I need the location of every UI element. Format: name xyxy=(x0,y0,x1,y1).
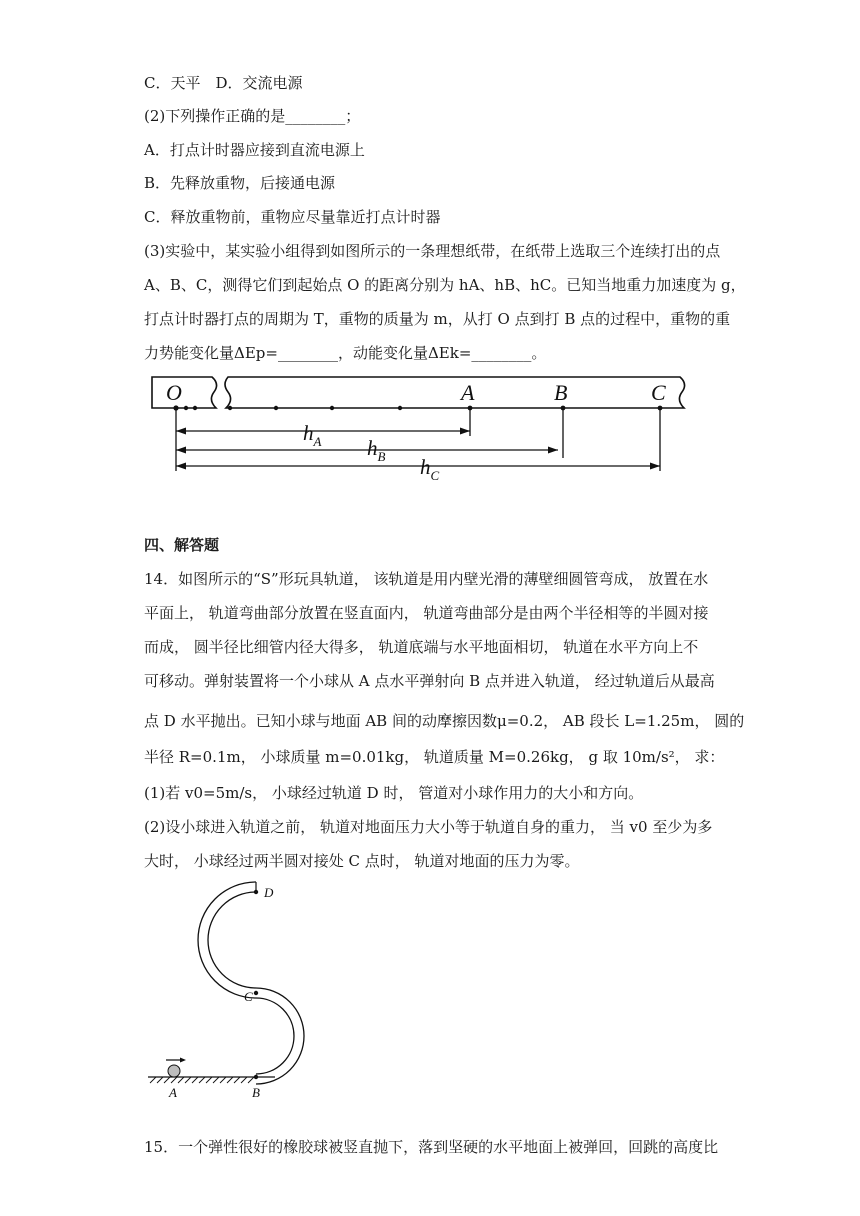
label-A: A xyxy=(169,1085,177,1100)
option-b: B．先释放重物，后接通电源 xyxy=(144,174,336,192)
question-3-line-1: (3)实验中，某实验小组得到如图所示的一条理想纸带，在纸带上选取三个连续打出的点 xyxy=(144,242,721,260)
problem-14-line-5: 点 D 水平抛出。已知小球与地面 AB 间的动摩擦因数μ=0.2， AB 段长 L=1.25m， 圆的 xyxy=(144,712,745,730)
ball xyxy=(168,1065,180,1077)
problem-14-line-3: 而成， 圆半径比细管内径大得多， 轨道底端与水平地面相切， 轨道在水平方向上不 xyxy=(144,638,699,656)
dot xyxy=(184,406,188,410)
section-heading: 四、解答题 xyxy=(144,536,220,554)
s-track-figure xyxy=(140,878,340,1100)
dot xyxy=(398,406,402,410)
paper-tape-figure xyxy=(140,370,700,485)
dot xyxy=(228,406,232,410)
label-hC: $h_C$ xyxy=(420,455,440,483)
point-D xyxy=(254,890,258,894)
problem-14-line-2: 平面上， 轨道弯曲部分放置在竖直面内， 轨道弯曲部分是由两个半径相等的半圆对接 xyxy=(144,604,709,622)
problem-14-part-2-line-1: (2)设小球进入轨道之前， 轨道对地面压力大小等于轨道自身的重力， 当 v0 至少为多 xyxy=(144,818,713,836)
track-lower-outer xyxy=(256,988,304,1084)
label-B: B xyxy=(554,380,568,405)
label-B: B xyxy=(252,1085,260,1100)
question-3-line-2: A、B、C，测得它们到起始点 O 的距离分别为 hA、hB、hC。已知当地重力加速度为 g， xyxy=(144,276,746,294)
problem-14-line-6: 半径 R=0.1m， 小球质量 m=0.01kg， 轨道质量 M=0.26kg， g 取 10m/s²， 求： xyxy=(144,748,725,766)
question-2: (2)下列操作正确的是________； xyxy=(144,107,361,125)
dot xyxy=(193,406,197,410)
track-upper-outer xyxy=(198,882,256,998)
dot xyxy=(330,406,334,410)
point-B xyxy=(254,1075,258,1079)
ground-hatching xyxy=(150,1077,254,1083)
dot xyxy=(274,406,278,410)
tape-right-piece xyxy=(225,377,685,408)
label-hB: $h_B$ xyxy=(367,436,386,464)
label-A: A xyxy=(461,380,475,405)
label-C: C xyxy=(651,380,666,405)
label-O: O xyxy=(166,380,182,405)
question-3-line-4: 力势能变化量ΔEp=________，动能变化量ΔEk=________。 xyxy=(144,344,547,362)
question-3-line-3: 打点计时器打点的周期为 T，重物的质量为 m，从打 O 点到打 B 点的过程中，重物的重 xyxy=(144,310,731,328)
option-a: A．打点计时器应接到直流电源上 xyxy=(144,141,365,159)
option-c-d: C．天平 D．交流电源 xyxy=(144,74,303,92)
option-c: C．释放重物前，重物应尽量靠近打点计时器 xyxy=(144,208,441,226)
track-lower-inner xyxy=(256,998,294,1074)
problem-14-part-1: (1)若 v0=5m/s， 小球经过轨道 D 时， 管道对小球作用力的大小和方向。 xyxy=(144,784,644,802)
problem-14-part-2-line-2: 大时， 小球经过两半圆对接处 C 点时， 轨道对地面的压力为零。 xyxy=(144,852,580,870)
point-C xyxy=(254,991,258,995)
problem-14-line-1: 14．如图所示的“S”形玩具轨道， 该轨道是用内壁光滑的薄壁细圆管弯成， 放置在水 xyxy=(144,570,709,588)
track-upper-inner xyxy=(208,892,256,988)
tape-left-piece xyxy=(152,377,217,408)
label-hA: $h_A$ xyxy=(303,421,322,449)
problem-14-line-4: 可移动。弹射装置将一个小球从 A 点水平弹射向 B 点并进入轨道， 经过轨道后从最高 xyxy=(144,672,715,690)
label-D: D xyxy=(264,885,274,900)
label-C: C xyxy=(244,989,253,1004)
problem-15-line-1: 15．一个弹性很好的橡胶球被竖直抛下，落到坚硬的水平地面上被弹回，回跳的高度比 xyxy=(144,1138,719,1156)
